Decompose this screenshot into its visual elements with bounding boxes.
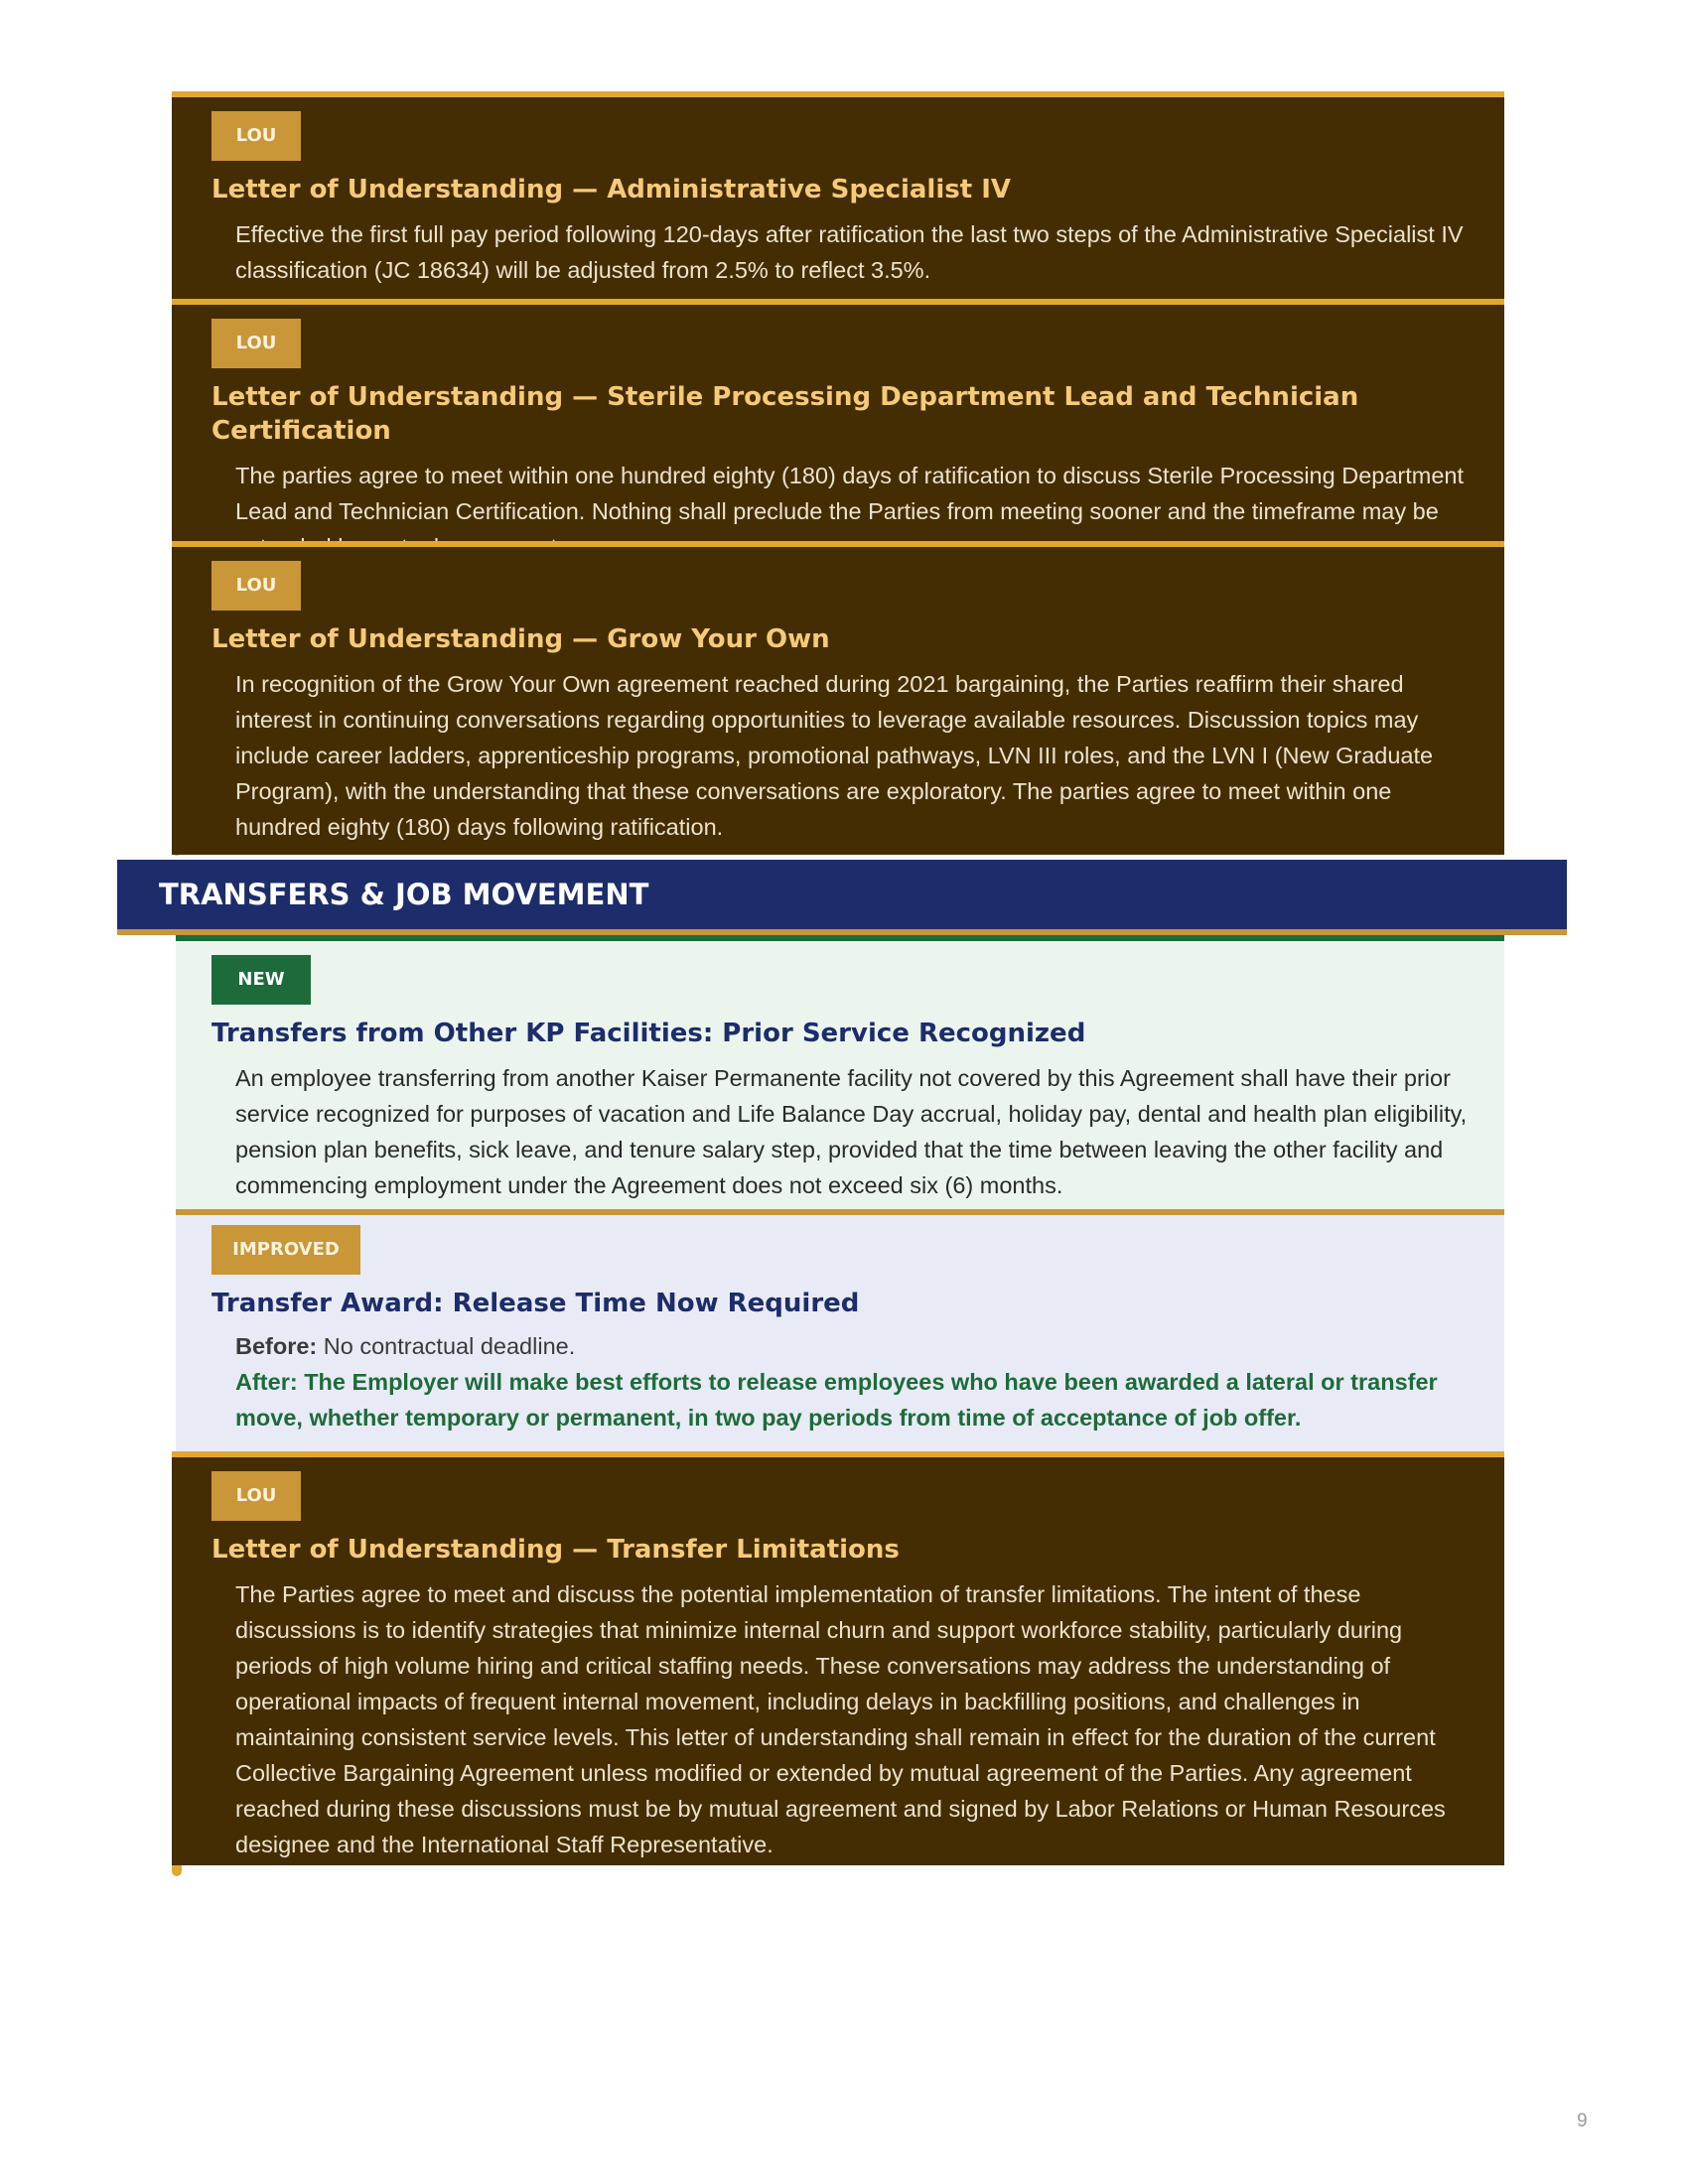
lou-card-transfer-limitations xyxy=(172,1451,1504,1865)
lou-tag: LOU xyxy=(211,1471,301,1521)
lou-card-administrative-specialist xyxy=(172,91,1504,301)
section-title: TRANSFERS & JOB MOVEMENT xyxy=(159,878,649,911)
card-body: In recognition of the Grow Your Own agreement reached during 2021 bargaining, the Parties reaffirm their shared interest in continuing conversations regarding opportunities to leverage available resources. Discussion topics may include career ladders, apprenticeship programs, promotional pathways, LVN III roles, and the LVN I (New Graduate Program), with the understanding that these conversations are exploratory. The parties agree to meet within one hundred eighty (180) days following ratification. xyxy=(235,671,1434,840)
improved-tag: IMPROVED xyxy=(211,1225,360,1275)
before-after-block xyxy=(235,1328,1475,1435)
section-header-transfers xyxy=(117,860,1567,935)
card-body: The Parties agree to meet and discuss the potential implementation of transfer limitations. The intent of these discussions is to identify strategies that minimize internal churn and support workforce stability, particularly during periods of high volume hiring and critical staffing needs. These conversations may address the understanding of operational impacts of frequent internal movement, including delays in backfilling positions, and challenges in maintaining consistent service levels. This letter of understanding shall remain in effect for the duration of the current Collective Bargaining Agreement unless modified or extended by mutual agreement of the Parties. Any agreement reached during these discussions must be by mutual agreement and signed by Labor Relations or Human Resources designee and the International Staff Representative. xyxy=(235,1581,1446,1857)
improved-card-release-time xyxy=(176,1209,1504,1453)
card-title: Letter of Understanding — Sterile Processing Department Lead and Technician Certification xyxy=(211,382,1359,446)
after-text: After: The Employer will make best efforts to release employees who have been awarded a lateral or transfer move, whether temporary or permanent, in two pay periods from time of acceptance of job offer. xyxy=(235,1369,1438,1431)
card-title: Letter of Understanding — Administrative Specialist IV xyxy=(211,175,1012,205)
before-label: Before: xyxy=(235,1333,318,1359)
card-title: Letter of Understanding — Grow Your Own xyxy=(211,624,830,654)
lou-card-grow-your-own xyxy=(172,541,1504,855)
card-title: Transfer Award: Release Time Now Required xyxy=(211,1289,860,1318)
lou-card-sterile-processing xyxy=(172,299,1504,542)
page-number: 9 xyxy=(1577,2111,1588,2131)
card-title: Letter of Understanding — Transfer Limitations xyxy=(211,1535,900,1565)
before-text: No contractual deadline. xyxy=(323,1333,576,1359)
card-title: Transfers from Other KP Facilities: Prior Service Recognized xyxy=(211,1019,1086,1048)
card-body: An employee transferring from another Kaiser Permanente facility not covered by this Agreement shall have their prior service recognized for purposes of vacation and Life Balance Day accrual, holiday pay, dental and health plan eligibility, pension plan benefits, sick leave, and tenure salary step, provided that the time between leaving the other facility and commencing employment under the Agreement does not exceed six (6) months. xyxy=(235,1065,1468,1198)
card-body: Effective the first full pay period following 120-days after ratification the last two steps of the Administrative Specialist IV classification (JC 18634) will be adjusted from 2.5% to reflect 3.5%. xyxy=(235,221,1464,283)
lou-tag: LOU xyxy=(211,561,301,611)
lou-tag: LOU xyxy=(211,319,301,368)
before-line xyxy=(235,1328,1475,1364)
card-body: The parties agree to meet within one hundred eighty (180) days of ratification to discuss Sterile Processing Department Lead and Technician Certification. Nothing shall preclude the Parties from meeting sooner and the timeframe may be xyxy=(235,463,1465,524)
new-card-prior-service xyxy=(176,935,1504,1209)
lou-tag: LOU xyxy=(211,111,301,161)
new-tag: NEW xyxy=(211,955,311,1005)
